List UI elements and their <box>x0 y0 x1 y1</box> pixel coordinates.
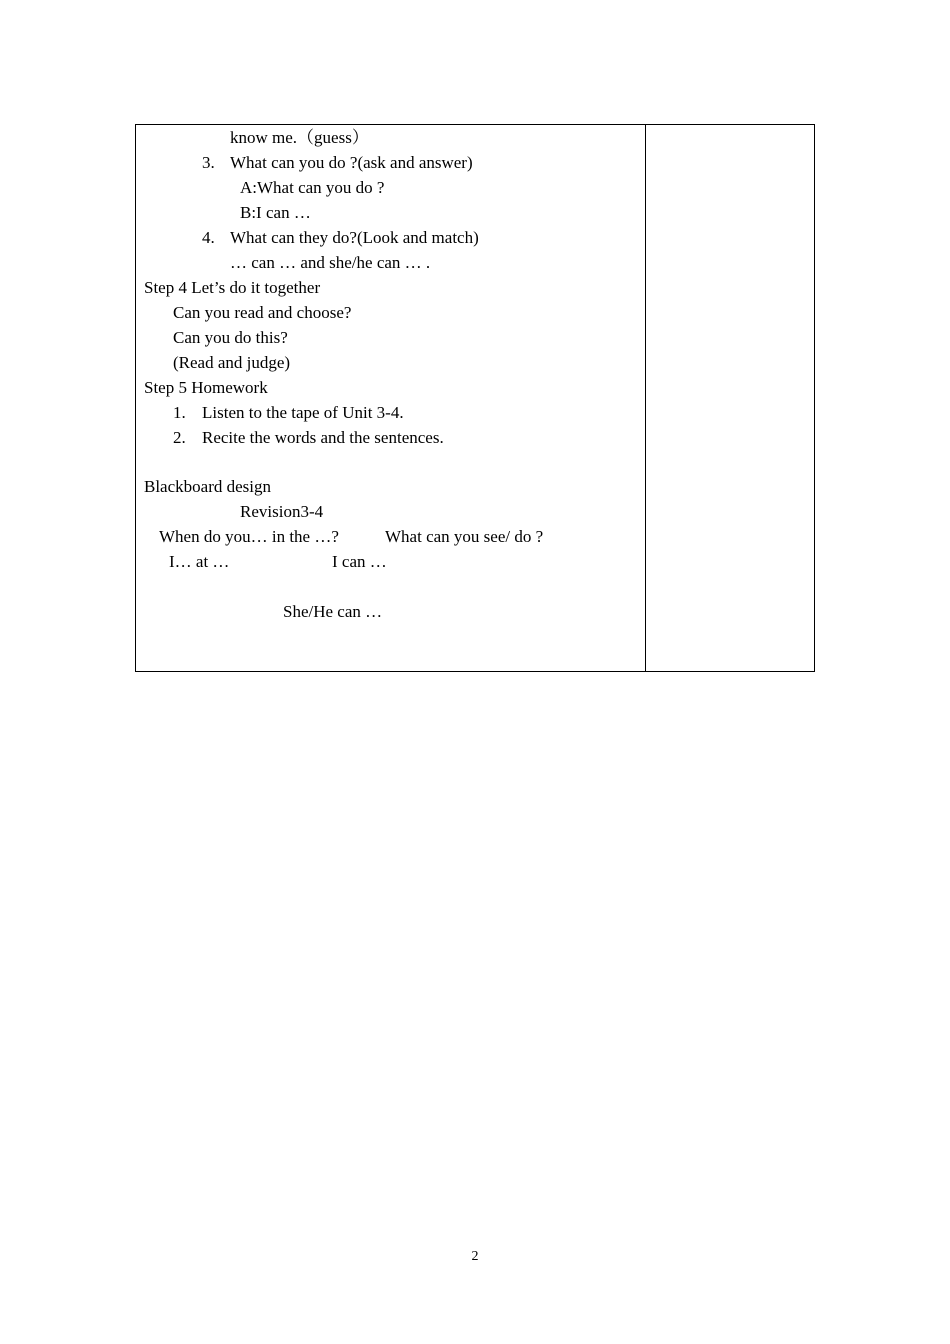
dialog-line-a: A:What can you do ? <box>240 178 385 197</box>
line-know-me: know me.（guess） <box>230 128 369 147</box>
blackboard-question-left: When do you… in the …? <box>159 527 339 546</box>
page-number: 2 <box>471 1249 479 1264</box>
blackboard-title: Revision3-4 <box>240 502 324 521</box>
blackboard-answer-left: I… at … <box>169 552 230 571</box>
step-4-title: Step 4 Let’s do it together <box>144 278 321 297</box>
blackboard-answer-right: I can … <box>332 552 387 571</box>
blackboard-answer-extra: She/He can … <box>283 602 383 621</box>
item-3-number: 3. <box>202 153 215 172</box>
item-3-text: What can you do ?(ask and answer) <box>230 153 473 172</box>
homework-text: Recite the words and the sentences. <box>202 428 444 447</box>
sentence-pattern: … can … and she/he can … . <box>230 253 431 272</box>
item-4-number: 4. <box>202 228 215 247</box>
homework-number: 2. <box>173 428 186 447</box>
step-5-title: Step 5 Homework <box>144 378 268 397</box>
column-divider <box>645 125 646 671</box>
blackboard-heading: Blackboard design <box>144 477 271 496</box>
dialog-line-b: B:I can … <box>240 203 311 222</box>
lesson-plan-table <box>135 124 815 672</box>
blackboard-question-right: What can you see/ do ? <box>385 527 544 546</box>
homework-number: 1. <box>173 403 186 422</box>
item-4-text: What can they do?(Look and match) <box>230 228 479 247</box>
step-4-line: Can you read and choose? <box>173 303 352 322</box>
homework-text: Listen to the tape of Unit 3-4. <box>202 403 404 422</box>
step-4-line: (Read and judge) <box>173 353 291 372</box>
step-4-line: Can you do this? <box>173 328 288 347</box>
